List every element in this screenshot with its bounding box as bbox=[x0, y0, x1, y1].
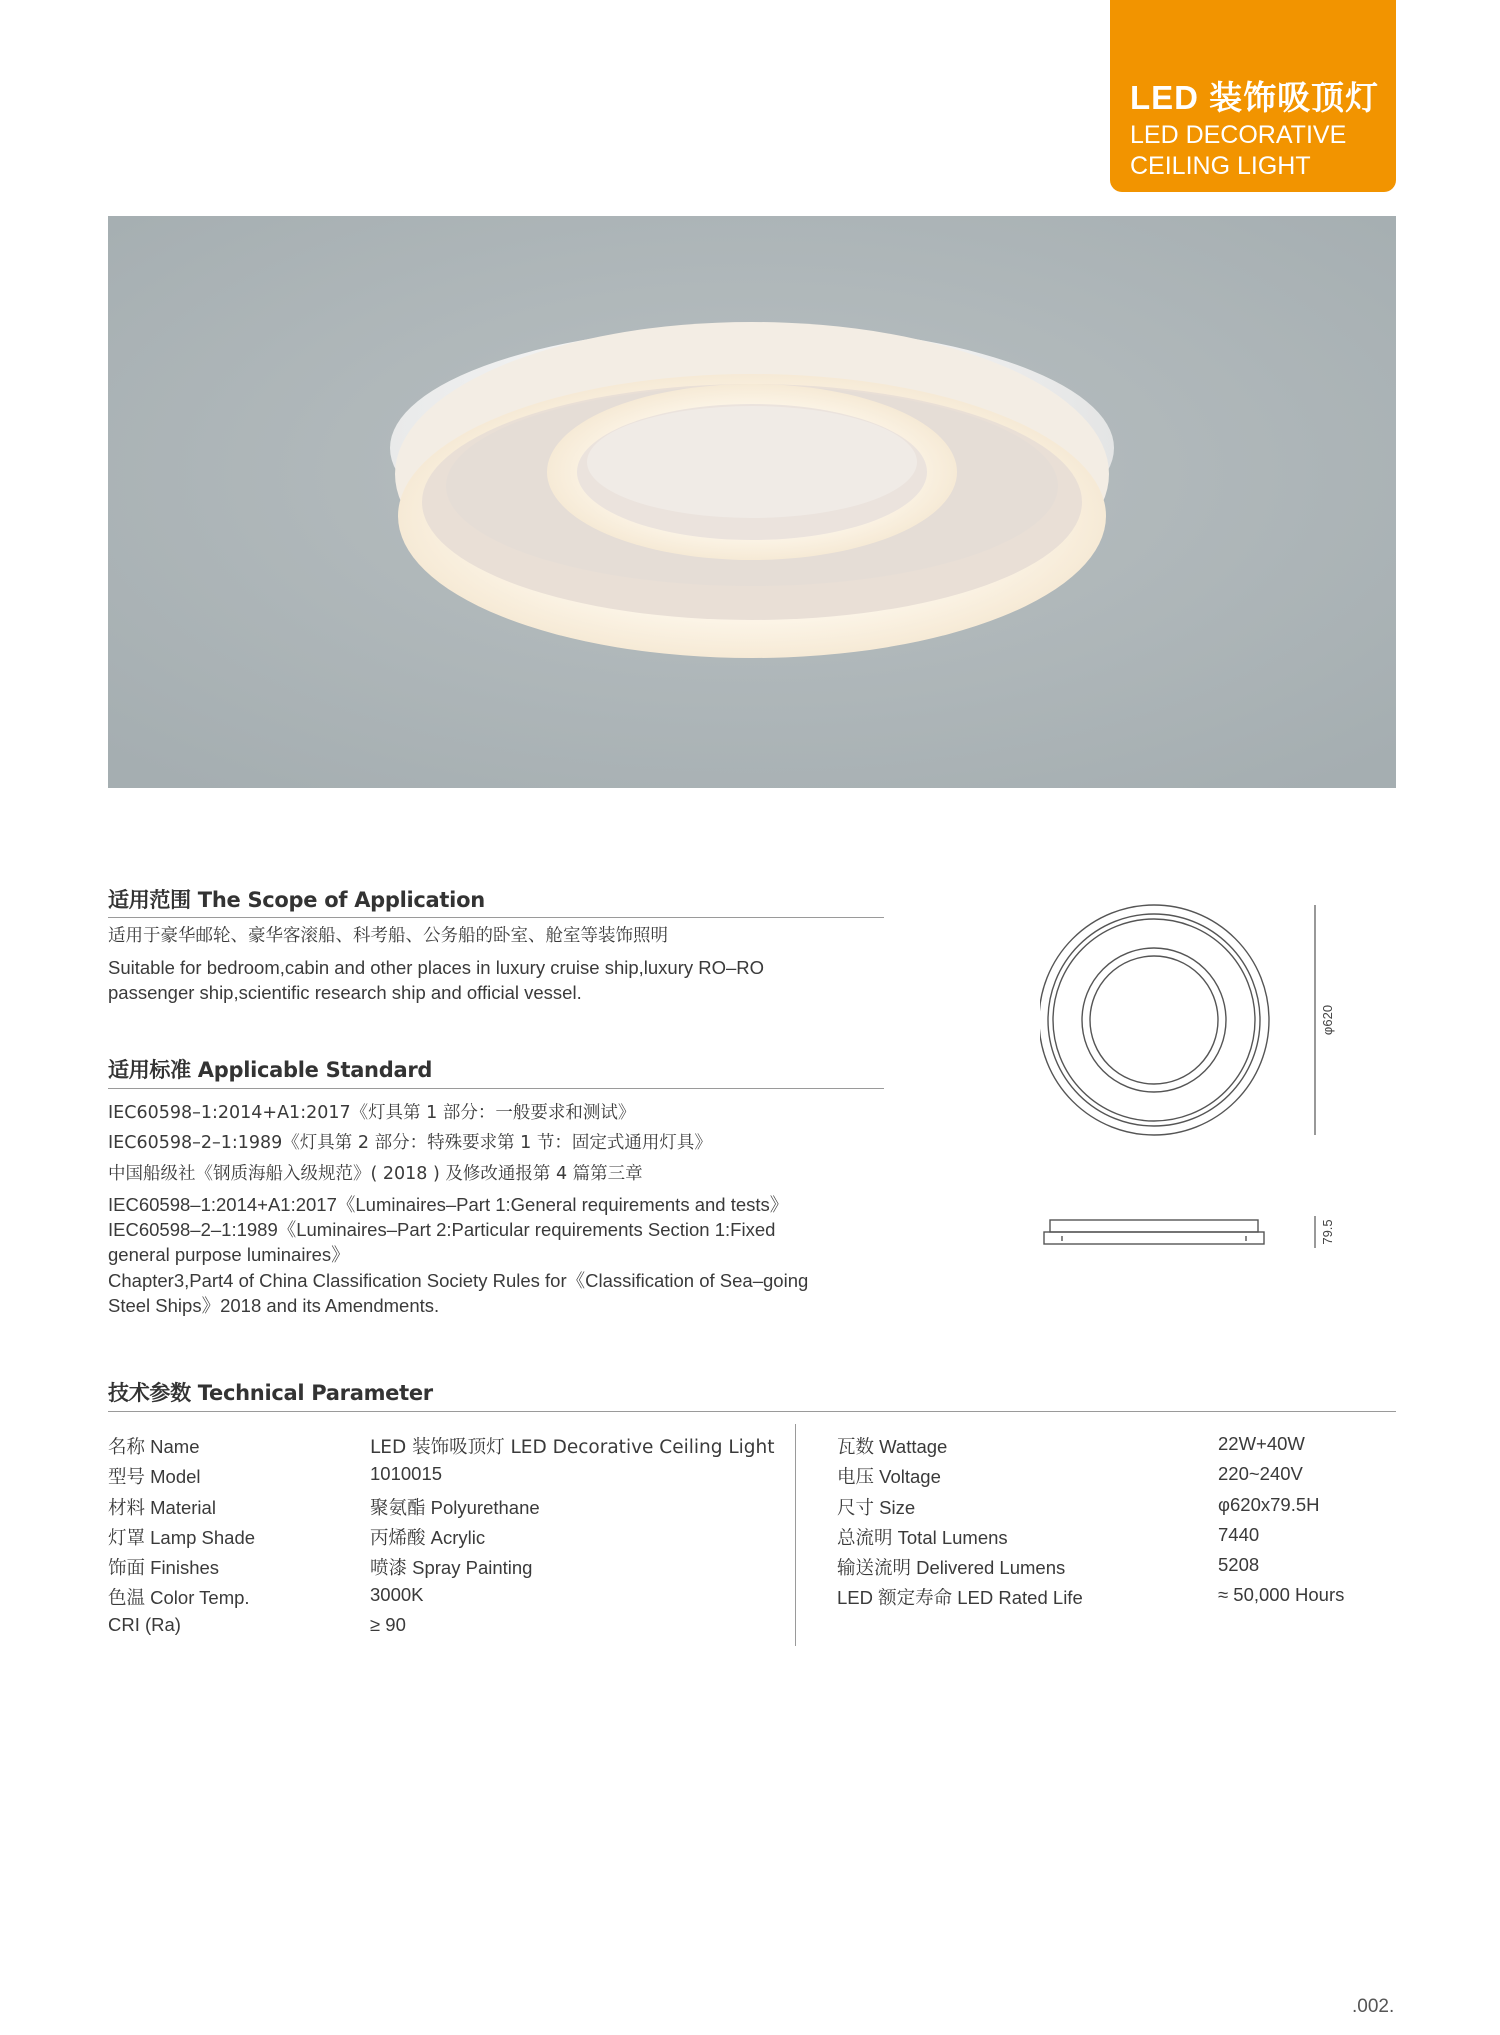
category-title-cn: LED 装饰吸顶灯 bbox=[1130, 79, 1380, 116]
category-title-en-line2: CEILING LIGHT bbox=[1130, 152, 1311, 180]
standard-line: IEC60598–2–1:1989《灯具第 2 部分：特殊要求第 1 节：固定式通用灯具》 bbox=[108, 1133, 712, 1153]
param-label-size: 尺寸 Size bbox=[837, 1497, 916, 1518]
param-value-total-lumens: 7440 bbox=[1218, 1524, 1260, 1545]
scope-text-en-2: passenger ship,scientific research ship and official vessel. bbox=[108, 982, 582, 1003]
param-value-size: φ620x79.5H bbox=[1218, 1494, 1320, 1515]
diameter-label: φ620 bbox=[1320, 1004, 1335, 1036]
standard-title: 适用标准 Applicable Standard bbox=[108, 1058, 433, 1082]
technical-column-divider bbox=[795, 1424, 796, 1646]
height-label: 79.5 bbox=[1320, 1219, 1335, 1245]
ceiling-light-illustration bbox=[108, 216, 1396, 788]
category-title-en bbox=[1130, 120, 1346, 182]
param-value-model: 1010015 bbox=[370, 1463, 443, 1484]
param-label-material: 材料 Material bbox=[108, 1497, 216, 1518]
standard-line: IEC60598–1:2014+A1:2017《Luminaires–Part 1:General requirements and tests》 bbox=[108, 1194, 789, 1215]
param-value-material: 聚氨酯 Polyurethane bbox=[370, 1497, 540, 1518]
param-value-rated-life: ≈ 50,000 Hours bbox=[1218, 1584, 1345, 1605]
param-value-name: LED 装饰吸顶灯 LED Decorative Ceiling Light bbox=[370, 1437, 775, 1458]
param-value-color-temp: 3000K bbox=[370, 1584, 424, 1605]
param-label-cri: CRI (Ra) bbox=[108, 1614, 181, 1635]
category-title-en-line1: LED DECORATIVE bbox=[1130, 121, 1347, 149]
standard-line: IEC60598–2–1:1989《Luminaires–Part 2:Particular requirements Section 1:Fixed bbox=[108, 1219, 776, 1240]
standard-line: IEC60598–1:2014+A1:2017《灯具第 1 部分：一般要求和测试》 bbox=[108, 1103, 636, 1123]
param-label-rated-life: LED 额定寿命 LED Rated Life bbox=[837, 1587, 1083, 1608]
side-view bbox=[1044, 1220, 1264, 1244]
param-label-name: 名称 Name bbox=[108, 1436, 200, 1457]
standard-line: 中国船级社《钢质海船入级规范》( 2018 ) 及修改通报第 4 篇第三章 bbox=[108, 1164, 643, 1184]
standard-line: Steel Ships》2018 and its Amendments. bbox=[108, 1295, 440, 1316]
category-badge bbox=[1110, 0, 1396, 192]
plan-view bbox=[1040, 905, 1269, 1135]
param-label-finishes: 饰面 Finishes bbox=[108, 1557, 220, 1578]
standard-line: general purpose luminaires》 bbox=[108, 1244, 350, 1265]
standard-line: Chapter3,Part4 of China Classification Society Rules for《Classification of Sea–going bbox=[108, 1270, 809, 1291]
param-value-delivered-lumens: 5208 bbox=[1218, 1554, 1260, 1575]
param-label-delivered-lumens: 输送流明 Delivered Lumens bbox=[837, 1557, 1066, 1578]
technical-divider bbox=[108, 1411, 1396, 1412]
product-photo bbox=[108, 216, 1396, 788]
scope-divider bbox=[108, 917, 884, 918]
param-label-voltage: 电压 Voltage bbox=[837, 1466, 941, 1487]
page-number: .002. bbox=[1352, 1996, 1395, 2017]
param-label-color-temp: 色温 Color Temp. bbox=[108, 1587, 250, 1608]
scope-title: 适用范围 The Scope of Application bbox=[108, 888, 485, 912]
technical-drawing bbox=[1040, 890, 1360, 1260]
param-label-total-lumens: 总流明 Total Lumens bbox=[837, 1527, 1008, 1548]
param-value-lamp-shade: 丙烯酸 Acrylic bbox=[370, 1527, 486, 1548]
param-label-model: 型号 Model bbox=[108, 1466, 201, 1487]
param-label-wattage: 瓦数 Wattage bbox=[837, 1436, 948, 1457]
param-value-finishes: 喷漆 Spray Painting bbox=[370, 1557, 533, 1578]
param-value-wattage: 22W+40W bbox=[1218, 1433, 1305, 1454]
scope-text-cn: 适用于豪华邮轮、豪华客滚船、科考船、公务船的卧室、舱室等装饰照明 bbox=[108, 926, 668, 946]
technical-title: 技术参数 Technical Parameter bbox=[108, 1381, 433, 1405]
param-label-lamp-shade: 灯罩 Lamp Shade bbox=[108, 1527, 256, 1548]
scope-text-en-1: Suitable for bedroom,cabin and other places in luxury cruise ship,luxury RO–RO bbox=[108, 957, 765, 978]
standard-divider bbox=[108, 1088, 884, 1089]
param-value-voltage: 220~240V bbox=[1218, 1463, 1303, 1484]
param-value-cri: ≥ 90 bbox=[370, 1614, 406, 1635]
